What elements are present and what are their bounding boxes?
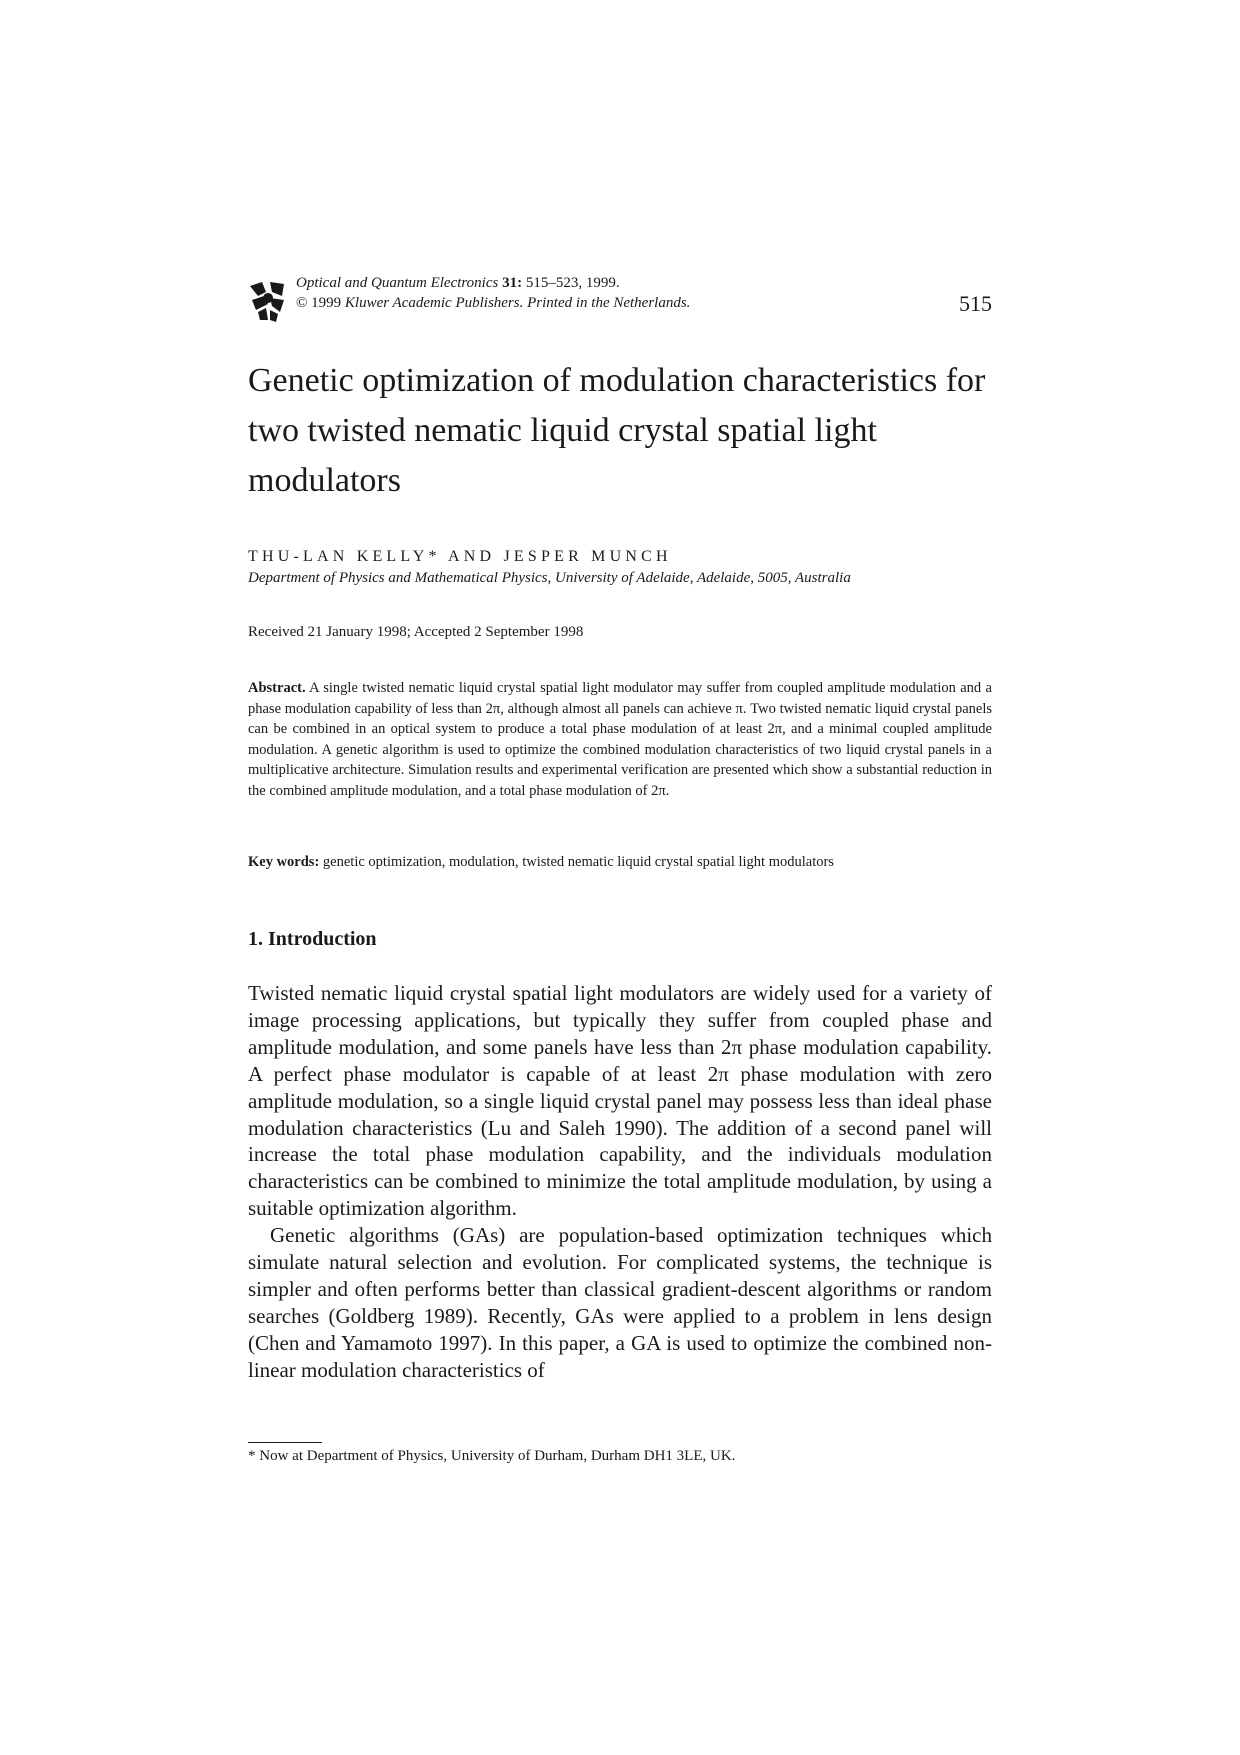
publisher-logo-icon <box>248 278 288 322</box>
affiliation: Department of Physics and Mathematical Physics, University of Adelaide, Adelaide, 5005, Australia <box>248 570 851 586</box>
abstract-text: A single twisted nematic liquid crystal spatial light modulator may suffer from coupled amplitude modulation and a phase modulation capability of less than 2π, although almost all panels can achieve π. Two twisted nematic liquid crystal panels can be combined in an optical system to produce a total phase modulation of at least 2π, and a minimal coupled amplitude modulation. A genetic algorithm is used to optimize the combined modulation characteristics of two liquid crystal panels in a multiplicative architecture. Simulation results and experimental verification are presented which show a substantial reduction in the combined amplitude modulation, and a total phase modulation of 2π. <box>248 680 992 799</box>
received-dates: Received 21 January 1998; Accepted 2 September 1998 <box>248 624 584 640</box>
copyright-year: © 1999 <box>296 295 345 311</box>
abstract <box>248 678 992 802</box>
paper-title: Genetic optimization of modulation characteristics for two twisted nematic liquid crystal spatial light modulators <box>248 362 986 499</box>
journal-header <box>248 273 992 323</box>
keywords-text: genetic optimization, modulation, twisted nematic liquid crystal spatial light modulators <box>319 854 834 870</box>
section-body <box>248 980 992 1384</box>
keywords-label: Key words: <box>248 854 320 870</box>
footnote: * Now at Department of Physics, University of Durham, Durham DH1 3LE, UK. <box>248 1448 736 1464</box>
page-number: 515 <box>959 291 992 316</box>
keywords <box>248 854 992 871</box>
paragraph: Twisted nematic liquid crystal spatial light modulators are widely used for a variety of image processing applications, but typically they suffer from coupled phase and amplitude modulation, and some panels have less than 2π phase modulation capability. A perfect phase modulator is capable of at least 2π phase modulation with zero amplitude modulation, so a single liquid crystal panel may possess less than ideal phase modulation characteristics (Lu and Saleh 1990). The addition of a second panel will increase the total phase modulation capability, and the individuals modulation characteristics can be combined to minimize the total amplitude modulation, by using a suitable optimization algorithm. <box>248 981 992 1221</box>
paragraph: Genetic algorithms (GAs) are population-based optimization techniques which simulate natural selection and evolution. For complicated systems, the technique is simpler and often performs better than classical gradient-descent algorithms or random searches (Goldberg 1989). Recently, GAs were applied to a problem in lens design (Chen and Yamamoto 1997). In this paper, a GA is used to optimize the combined non-linear modulation characteristics of <box>248 1223 992 1382</box>
journal-line-2 <box>296 293 690 313</box>
journal-citation <box>296 273 690 313</box>
authors: THU-LAN KELLY* AND JESPER MUNCH <box>248 548 672 565</box>
abstract-label: Abstract. <box>248 680 306 696</box>
section-heading: 1. Introduction <box>248 928 377 950</box>
journal-line-1 <box>296 273 690 293</box>
journal-name: Optical and Quantum Electronics <box>296 275 499 291</box>
journal-volume: 31: <box>498 275 523 291</box>
footnote-divider <box>248 1442 322 1443</box>
publisher-note: Kluwer Academic Publishers. Printed in the Netherlands. <box>344 295 691 311</box>
journal-pages-year: 515–523, 1999. <box>522 275 620 291</box>
